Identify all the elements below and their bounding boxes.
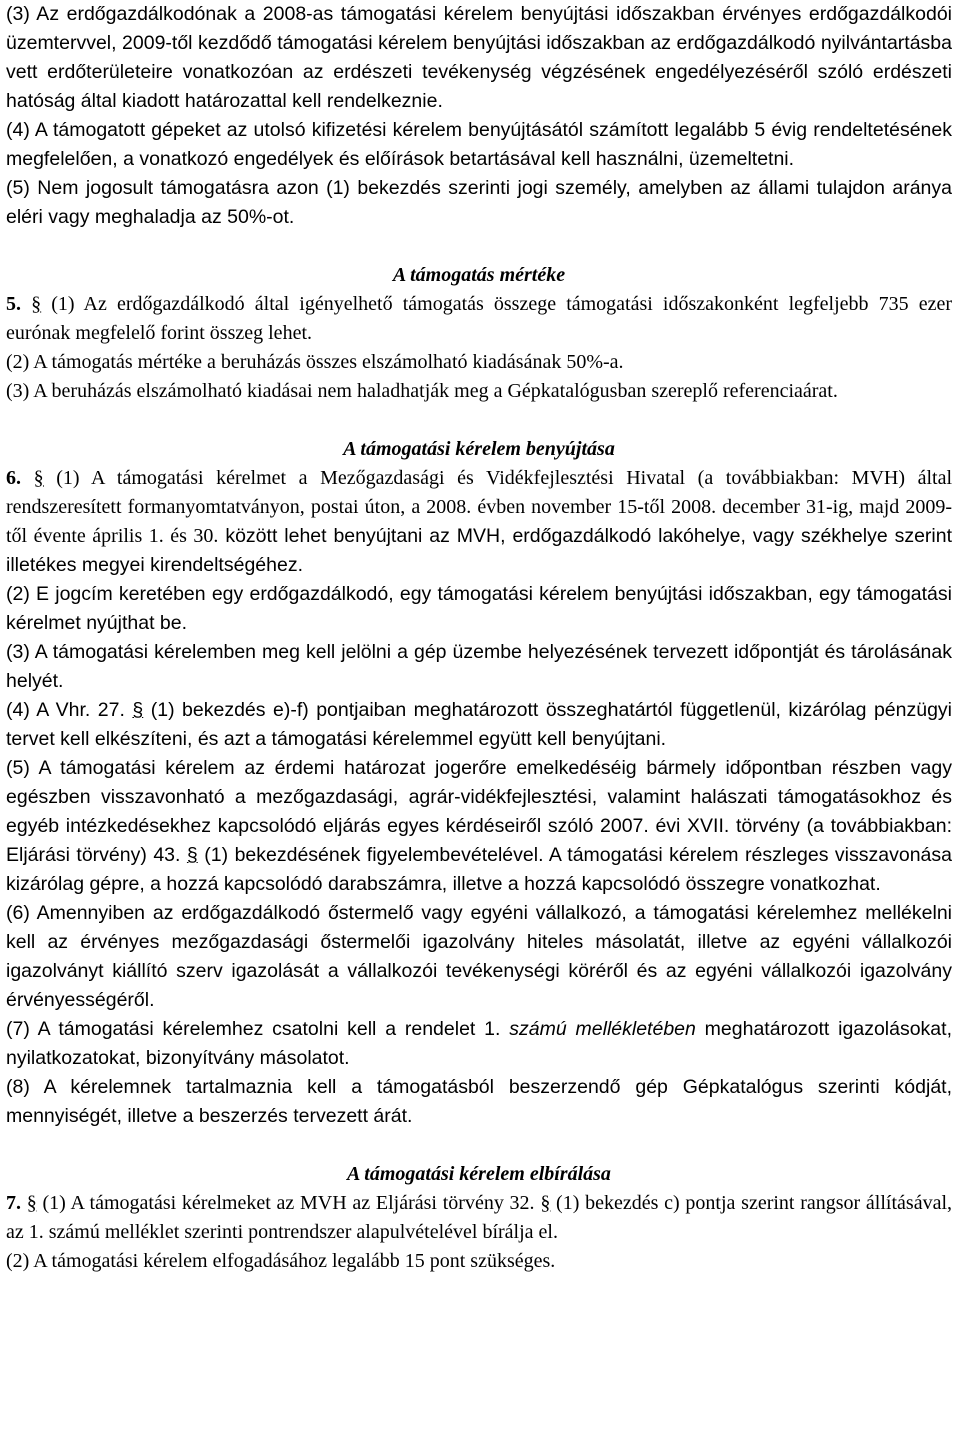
section-7-paragraph-1: [6, 1189, 952, 1247]
paragraph-text: (1) bekezdés e)-f) pontjaiban meghatározott összeghatártól függetlenül, kizárólag pénzügyi tervet kell elkészíteni, és azt a támogatási kérelemmel együtt kell benyújtani.: [6, 699, 952, 750]
section-7-paragraph-2: (2) A támogatási kérelem elfogadásához legalább 15 pont szükséges.: [6, 1250, 556, 1272]
section-sign-link[interactable]: §: [540, 1192, 551, 1214]
section-number: 6.: [6, 467, 21, 489]
paragraph-text: (1) Az erdőgazdálkodó által igényelhető támogatás összege támogatási időszakonként legfeljebb 735 ezer eurónak megfelelő forint összeg lehet.: [6, 293, 953, 344]
section-5-paragraph-2: (2) A támogatás mértéke a beruházás összes elszámolható kiadásának 50%-a.: [6, 351, 624, 373]
section-6-paragraph-4: [6, 696, 952, 754]
spacer: [6, 406, 952, 435]
section-6-paragraph-3: (3) A támogatási kérelemben meg kell jelölni a gép üzembe helyezésének tervezett időpontját és tárolásának helyét.: [6, 641, 952, 692]
section-6-paragraph-1: [6, 464, 952, 580]
paragraph-text: (1) A támogatási kérelmeket az MVH az Eljárási törvény 32.: [36, 1192, 541, 1214]
section-6-paragraph-7: [6, 1015, 952, 1073]
section-sign-link[interactable]: §: [31, 293, 42, 315]
paragraph-text: (1) bekezdésének figyelembevételével. A támogatási kérelem részleges visszavonása kizárólag gépre, a hozzá kapcsolódó darabszámra, illetve a hozzá kapcsolódó összegre vonatkozhat.: [6, 844, 952, 895]
paragraph-text: meghatározott igazolásokat, nyilatkozatokat, bizonyítvány másolatot.: [6, 1018, 952, 1069]
italic-reference: számú mellékletében: [509, 1018, 696, 1040]
section-6-paragraph-8: (8) A kérelemnek tartalmaznia kell a támogatásból beszerzendő gép Gépkatalógus szerinti kódját, mennyiségét, illetve a beszerzés tervezett árát.: [6, 1076, 952, 1127]
spacer: [6, 232, 952, 261]
section-number: 5.: [6, 293, 21, 315]
spacer: [6, 1131, 952, 1160]
paragraph-text: (4) A Vhr. 27.: [6, 699, 133, 721]
section-6-paragraph-2: (2) E jogcím keretében egy erdőgazdálkodó, egy támogatási kérelem benyújtási időszakban, egy támogatási kérelmet nyújthat be.: [6, 583, 952, 634]
paragraph-text: (1) A támogatási kérelmet a Mezőgazdasági és Vidékfejlesztési Hivatal (a továbbiakban: MVH) által rendszeresített formanyomtatványon, postai úton, a 2008. évben november 15-től 2008. december 31-ig, majd 2009-től évente április 1. és 30.: [6, 467, 953, 547]
section-number: 7.: [6, 1192, 21, 1214]
paragraph-4: (4) A támogatott gépeket az utolsó kifizetési kérelem benyújtásától számított legalább 5 évig rendeltetésének megfelelően, a vonatkozó engedélyek és előírások betartásával kell használni, üzemeltetni.: [6, 119, 952, 170]
section-sign-link[interactable]: §: [33, 467, 44, 489]
section-5-paragraph-3: (3) A beruházás elszámolható kiadásai nem haladhatják meg a Gépkatalógusban szereplő referenciaárat.: [6, 380, 838, 402]
section-sign-link[interactable]: §: [186, 844, 198, 866]
section-heading-mertek: A támogatás mértéke: [392, 264, 566, 286]
section-6-paragraph-5: [6, 754, 952, 899]
section-heading-benyujtas: A támogatási kérelem benyújtása: [343, 438, 615, 460]
section-heading-elbiralas: A támogatási kérelem elbírálása: [347, 1163, 611, 1185]
section-6-paragraph-6: (6) Amennyiben az erdőgazdálkodó őstermelő vagy egyéni vállalkozó, a támogatási kérelemhez mellékelni kell az érvényes mezőgazdasági őstermelői igazolvány hiteles másolatát, illetve az egyéni vállalkozói igazolványt kiállító szerv igazolását a vállalkozói tevékenységi köréről és az egyéni vállalkozói igazolvány érvényességéről.: [6, 902, 952, 1011]
document-page: [6, 0, 952, 1276]
paragraph-3: (3) Az erdőgazdálkodónak a 2008-as támogatási kérelem benyújtási időszakban érvényes erdőgazdálkodói üzemtervvel, 2009-től kezdődő támogatási kérelem benyújtási időszakban az erdőgazdálkodó nyilvántartásba vett erdőterületeire vonatkozóan az erdészeti tevékenység végzésének engedélyezéséről szóló erdészeti hatóság által kiadott határozattal kell rendelkeznie.: [6, 3, 952, 112]
paragraph-text: között lehet benyújtani az MVH, erdőgazdálkodó lakóhelye, vagy székhelye szerint illetékes megyei kirendeltségéhez.: [6, 525, 953, 576]
paragraph-text: (5) A támogatási kérelem az érdemi határozat jogerőre emelkedéséig bármely időpontban részben vagy egészben visszavonható a mezőgazdasági, agrár-vidékfejlesztési, valamint halászati támogatásokhoz és egyéb intézkedésekhez kapcsolódó eljárás egyes kérdéseiről szóló 2007. évi XVII. törvény (a továbbiakban: Eljárási törvény) 43.: [6, 757, 952, 866]
section-sign-link[interactable]: §: [26, 1192, 37, 1214]
section-sign-link[interactable]: §: [132, 699, 144, 721]
section-5-paragraph-1: [6, 290, 952, 348]
paragraph-5: (5) Nem jogosult támogatásra azon (1) bekezdés szerinti jogi személy, amelyben az állami tulajdon aránya eléri vagy meghaladja az 50%-ot.: [6, 177, 952, 228]
paragraph-text: (7) A támogatási kérelemhez csatolni kell a rendelet 1.: [6, 1018, 510, 1040]
paragraph-text: (1) bekezdés c) pontja szerint rangsor állításával, az 1. számú melléklet szerinti pontrendszer alapulvételével bírálja el.: [6, 1192, 953, 1243]
